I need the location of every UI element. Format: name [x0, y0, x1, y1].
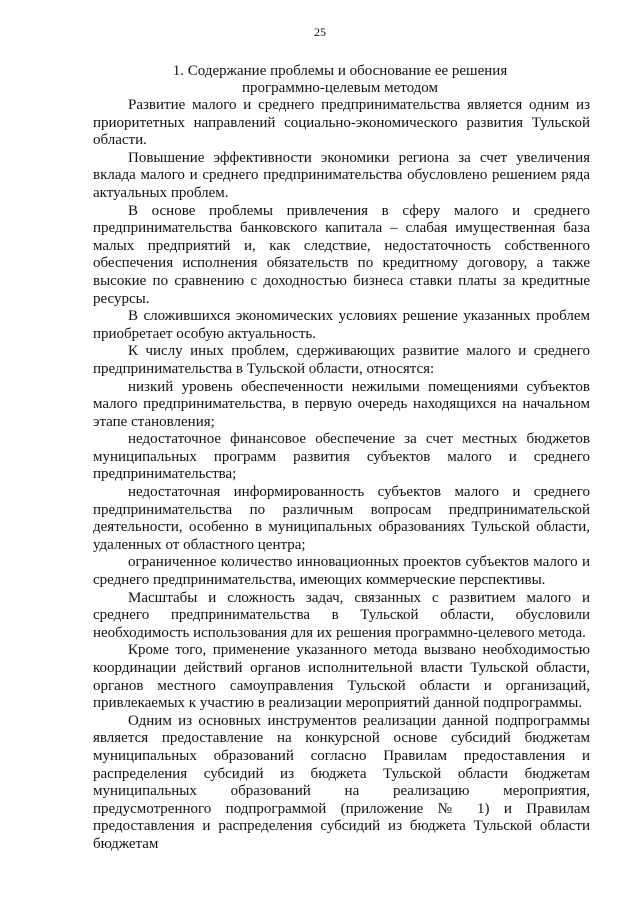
- paragraph-8: Одним из основных инструментов реализации данной подпрограммы является предоставление на конкурсной основе субсидий бюджетам муниципальных образований согласно Правилам предоставления и распределения субсидий из бюджета Тульской области бюджетам муниципальных образований на реализацию мероприятия, предусмотренного подпрограммой (приложение № 1) и Правилам предоставления и распределения субсидий из бюджета Тульской области бюджетам: [93, 712, 590, 852]
- page-number: 25: [314, 25, 326, 39]
- paragraph-7: Кроме того, применение указанного метода вызвано необходимостью координации действий органов исполнительной власти Тульской области, органов местного самоуправления Тульской области и организаций, привлекаемых к участию в реализации мероприятий данной подпрограммы.: [93, 642, 590, 712]
- paragraph-5: К числу иных проблем, сдерживающих развитие малого и среднего предпринимательства в Тульской области, относятся:: [93, 343, 590, 377]
- list-item-4: ограниченное количество инновационных проектов субъектов малого и среднего предпринимательства, имеющих коммерческие перспективы.: [93, 554, 590, 589]
- list-item-3: недостаточная информированность субъектов малого и среднего предпринимательства по различным вопросам предпринимательской деятельности, особенно в муниципальных образованиях Тульской области, удаленных от областного центра;: [93, 484, 590, 553]
- section-heading-line-2: программно-целевым методом: [242, 80, 438, 96]
- section-heading: [120, 63, 560, 97]
- section-heading-line-1: 1. Содержание проблемы и обоснование ее решения: [172, 63, 508, 79]
- paragraph-6: Масштабы и сложность задач, связанных с развитием малого и среднего предпринимательства в Тульской области, обусловили необходимость использования для их решения программно-целевого метода.: [93, 589, 590, 641]
- paragraph-1: Развитие малого и среднего предпринимательства является одним из приоритетных направлений социально-экономического развития Тульской области.: [93, 97, 590, 149]
- list-item-2: недостаточное финансовое обеспечение за счет местных бюджетов муниципальных программ развития субъектов малого и среднего предпринимательства;: [93, 431, 590, 483]
- paragraph-2: Повышение эффективности экономики региона за счет увеличения вклада малого и среднего предпринимательства обусловлено решением ряда актуальных проблем.: [93, 149, 590, 201]
- body-text: [93, 97, 590, 854]
- paragraph-3: В основе проблемы привлечения в сферу малого и среднего предпринимательства банковского капитала – слабая имущественная база малых предприятий и, как следствие, недостаточность собственного обеспечения исполнения обязательств по кредитному договору, а также высокие по сравнению с доходностью бизнеса ставки платы за кредитные ресурсы.: [93, 202, 590, 307]
- list-item-1: низкий уровень обеспеченности нежилыми помещениями субъектов малого предпринимательства, в первую очередь находящихся на начальном этапе становления;: [93, 378, 590, 430]
- paragraph-4: В сложившихся экономических условиях решение указанных проблем приобретает особую актуальность.: [93, 308, 590, 342]
